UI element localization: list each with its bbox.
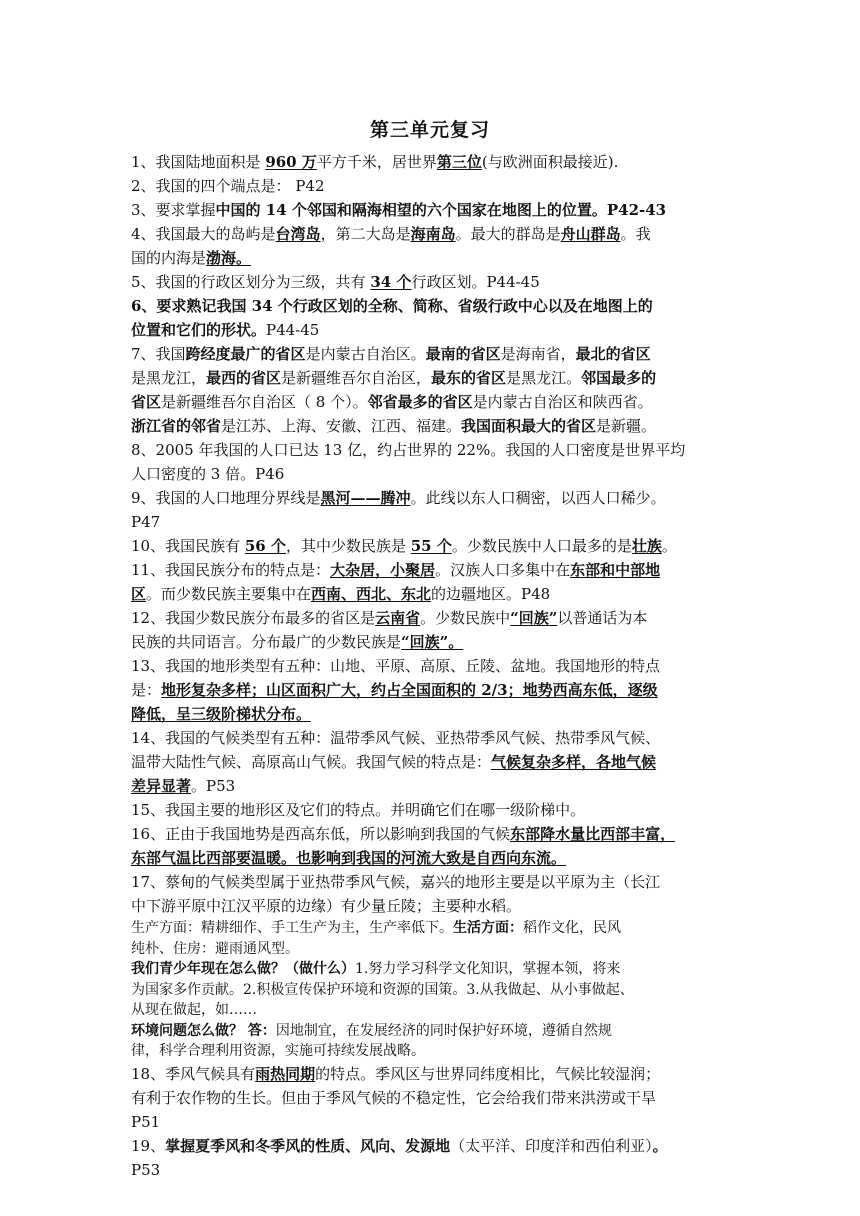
text-run: 从现在做起，如…… (131, 1002, 257, 1018)
underlined-key-text: 34 个 (370, 273, 412, 291)
underlined-key-text: “回族” (510, 609, 558, 627)
text-run: 15、我国主要的地形区及它们的特点。并明确它们在哪一级阶梯中。 (131, 801, 586, 819)
text-run: 1、我国陆地面积是 (131, 153, 266, 171)
text-run: P44-45 (266, 321, 320, 339)
text-line (131, 870, 746, 894)
bold-text: 生活方面： (453, 920, 523, 936)
text-line (131, 822, 746, 846)
underlined-key-text: 台湾岛 (275, 225, 321, 243)
text-run: 17、蔡甸的气候类型属于亚热带季风气候，嘉兴的地形主要是以平原为主（长江 (131, 873, 661, 891)
text-line (131, 198, 746, 222)
text-line (131, 1110, 746, 1134)
bold-text: 我们青少年现在怎么做？（做什么） (131, 961, 355, 977)
text-run: 是内蒙古自治区和陕西省。 (472, 393, 653, 411)
text-line (131, 174, 746, 198)
text-run: 生产方面：精耕细作、手工生产为主，生产率低下。 (131, 920, 453, 936)
text-run: 。少数民族中 (420, 609, 511, 627)
text-line (131, 366, 746, 390)
page-title: 第三单元复习 (369, 119, 490, 141)
bold-text: 掌握夏季风和冬季风的性质、风向、发源地 (165, 1136, 451, 1155)
text-run: ，其中少数民族是 (285, 537, 411, 555)
text-line (131, 939, 746, 960)
text-run: 。少数民族中人口最多的是 (451, 537, 632, 555)
text-run: 的边疆地区。P48 (431, 585, 551, 603)
text-run: 18、季风气候具有 (131, 1064, 256, 1083)
text-line (131, 1158, 746, 1182)
text-line (131, 1041, 746, 1062)
text-run: 19、 (131, 1136, 166, 1155)
text-line (131, 534, 746, 558)
text-run: P53 (131, 1160, 161, 1179)
bold-text: 环境问题怎么做？ 答： (131, 1022, 276, 1039)
text-run: 是海南省， (500, 345, 576, 363)
text-run: 纯朴、住房：避雨通风型。 (131, 940, 299, 957)
underlined-key-text: 东部降水量比西部丰富， (510, 825, 676, 843)
text-run: 。汉族人口多集中在 (435, 561, 571, 579)
text-run: （太平洋、印度洋和西伯利亚） (450, 1136, 653, 1155)
text-line (131, 1000, 746, 1021)
underlined-key-text: “回族”。 (401, 633, 464, 651)
text-line (131, 510, 746, 534)
underlined-key-text: 黑河——腾冲 (320, 489, 411, 507)
bold-text: 跨经度最广的省区 (185, 345, 306, 363)
text-line (131, 918, 746, 939)
underlined-key-text: 舟山群岛 (560, 225, 621, 243)
text-run: 12、我国少数民族分布最多的省区是 (131, 609, 376, 627)
text-run: 。我 (620, 225, 651, 243)
text-line (131, 486, 746, 510)
text-run: (与欧洲面积最接近). (481, 153, 619, 171)
text-run: 是内蒙古自治区。 (305, 345, 426, 363)
text-run: 的特点。季风区与世界同纬度相比，气候比较湿润； (315, 1064, 661, 1083)
text-run: 3、要求掌握 (131, 201, 216, 219)
bold-text: 邻省最多的省区 (367, 393, 473, 411)
underlined-key-text: 差异显著 (131, 777, 192, 795)
text-line (131, 222, 746, 246)
bold-text: 位置和它们的形状。 (131, 321, 267, 339)
text-run: ，第二大岛是 (320, 225, 411, 243)
text-run: 温带大陆性气候、高原高山气候。我国气候的特点是： (131, 753, 492, 771)
text-run: 是黑龙江， (131, 369, 207, 387)
text-line (131, 606, 746, 630)
underlined-key-text: 降低，呈三级阶梯状分布。 (131, 705, 312, 723)
underlined-key-text: 海南岛 (410, 225, 456, 243)
text-line (131, 390, 746, 414)
bold-text: 最北的省区 (575, 345, 651, 363)
text-line (131, 414, 746, 438)
text-run: 是江苏、上海、安徽、江西、福建。 (221, 417, 462, 435)
text-line (131, 462, 746, 486)
text-run: 是： (131, 681, 162, 699)
text-line (131, 246, 746, 270)
underlined-key-text: 气候复杂多样，各地气候 (491, 753, 657, 771)
underlined-key-text: 56 个 (244, 537, 286, 555)
text-line (131, 726, 746, 750)
underlined-key-text: 东部和中部地 (570, 561, 661, 579)
text-line (131, 318, 746, 342)
text-run: 9、我国的人口地理分界线是 (131, 489, 321, 507)
bold-text: 6、要求熟记我国 34 个行政区划的全称、简称、省级行政中心以及在地图上的 (131, 297, 653, 315)
text-run: 国的内海是 (131, 249, 207, 267)
bold-text: 中国的 14 个邻国和隔海相望的六个国家在地图上的位置。P42-43 (215, 201, 667, 219)
text-run: 行政区划。P44-45 (411, 273, 540, 291)
underlined-key-text: 西南、西北、东北 (311, 585, 432, 603)
text-line (131, 678, 746, 702)
text-run: 中下游平原中江汉平原的边缘）有少量丘陵；主要种水稻。 (131, 897, 522, 915)
bold-text: 我国面积最大的省区 (461, 417, 597, 435)
text-line (131, 1086, 746, 1110)
text-line (131, 654, 746, 678)
text-line (131, 150, 746, 174)
text-line (131, 846, 746, 870)
text-line (131, 1134, 746, 1158)
text-line (131, 630, 746, 654)
underlined-key-text: 第三位 (436, 153, 482, 171)
text-line (131, 1021, 746, 1042)
text-run: 。 (661, 537, 677, 555)
bold-text: 最东的省区 (431, 369, 507, 387)
text-run: 是新疆维吾尔自治区（ 8 个）。 (161, 393, 368, 411)
text-run: 。此线以东人口稠密，以西人口稀少。 (410, 489, 666, 507)
text-run: 1.努力学习科学文化知识，掌握本领，将来 (355, 961, 621, 977)
text-run: 16、正由于我国地势是西高东低，所以影响到我国的气候 (131, 825, 511, 843)
text-run: 。最大的群岛是 (455, 225, 561, 243)
text-run: 7、我国 (131, 345, 186, 363)
underlined-key-text: 雨热同期 (255, 1064, 316, 1083)
bold-text: 最西的省区 (206, 369, 282, 387)
text-run: 以普通话为本 (557, 609, 648, 627)
text-run: 因地制宜，在发展经济的同时保护好环境，遵循自然规 (275, 1022, 612, 1039)
text-line (131, 702, 746, 726)
text-run: 。而少数民族主要集中在 (146, 585, 312, 603)
text-run: 人口密度的 3 倍。P46 (131, 465, 285, 483)
bold-text: 最南的省区 (425, 345, 501, 363)
underlined-key-text: 大杂居，小聚居 (330, 561, 436, 579)
bold-text: 浙江省的邻省 (131, 417, 222, 435)
text-line (131, 894, 746, 918)
underlined-key-text: 55 个 (410, 537, 452, 555)
text-run: 稻作文化，民风 (523, 920, 621, 936)
text-run: 5、我国的行政区划分为三级，共有 (131, 273, 371, 291)
text-run: 民族的共同语言。分布最广的少数民族是 (131, 633, 402, 651)
underlined-key-text: 区 (131, 585, 147, 603)
document-body (131, 150, 746, 1182)
text-line (131, 270, 746, 294)
text-line (131, 1062, 746, 1086)
text-line (131, 980, 746, 1001)
text-run: P47 (131, 513, 161, 531)
text-run: 有利于农作物的生长。但由于季风气候的不稳定性，它会给我们带来洪涝或干旱 (131, 1088, 657, 1107)
text-line (131, 582, 746, 606)
text-line (131, 798, 746, 822)
text-run: 平方千米，居世界 (316, 153, 437, 171)
text-line (131, 959, 746, 980)
text-line (131, 774, 746, 798)
underlined-key-text: 云南省 (375, 609, 421, 627)
text-run: 是新疆维吾尔自治区， (281, 369, 432, 387)
bold-text: 省区 (131, 393, 162, 411)
text-run: 10、我国民族有 (131, 537, 245, 555)
text-run: 律，科学合理利用资源，实施可持续发展战略。 (131, 1043, 425, 1059)
text-run: 是黑龙江。 (506, 369, 582, 387)
text-run: P51 (131, 1112, 161, 1131)
text-run: 14、我国的气候类型有五种：温带季风气候、亚热带季风气候、热带季风气候、 (131, 729, 661, 747)
bold-text: 。 (652, 1136, 668, 1155)
text-line (131, 438, 746, 462)
text-line (131, 342, 746, 366)
underlined-key-text: 壮族 (631, 537, 662, 555)
text-line (131, 294, 746, 318)
bold-text: 邻国最多的 (581, 369, 657, 387)
text-run: 8、2005 年我国的人口已达 13 亿，约占世界的 22%。我国的人口密度是世界平均 (131, 441, 686, 459)
underlined-key-text: 地形复杂多样；山区面积广大，约占全国面积的 2/3；地势西高东低，逐级 (161, 681, 658, 699)
text-line (131, 750, 746, 774)
text-run: 13、我国的地形类型有五种：山地、平原、高原、丘陵、盆地。我国地形的特点 (131, 657, 661, 675)
text-run: 是新疆。 (596, 417, 657, 435)
text-run: 4、我国最大的岛屿是 (131, 225, 276, 243)
text-run: 11、我国民族分布的特点是： (131, 561, 331, 579)
text-line (131, 558, 746, 582)
underlined-key-text: 渤海。 (206, 249, 252, 267)
text-run: 为国家多作贡献。2.积极宣传保护环境和资源的国策。3.从我做起、从小事做起、 (131, 981, 634, 998)
underlined-key-text: 东部气温比西部要温暖。也影响到我国的河流大致是自西向东流。 (131, 849, 567, 867)
text-run: 。P53 (191, 777, 236, 795)
text-run: 2、我国的四个端点是： P42 (131, 177, 325, 195)
underlined-key-text: 960 万 (265, 153, 317, 171)
